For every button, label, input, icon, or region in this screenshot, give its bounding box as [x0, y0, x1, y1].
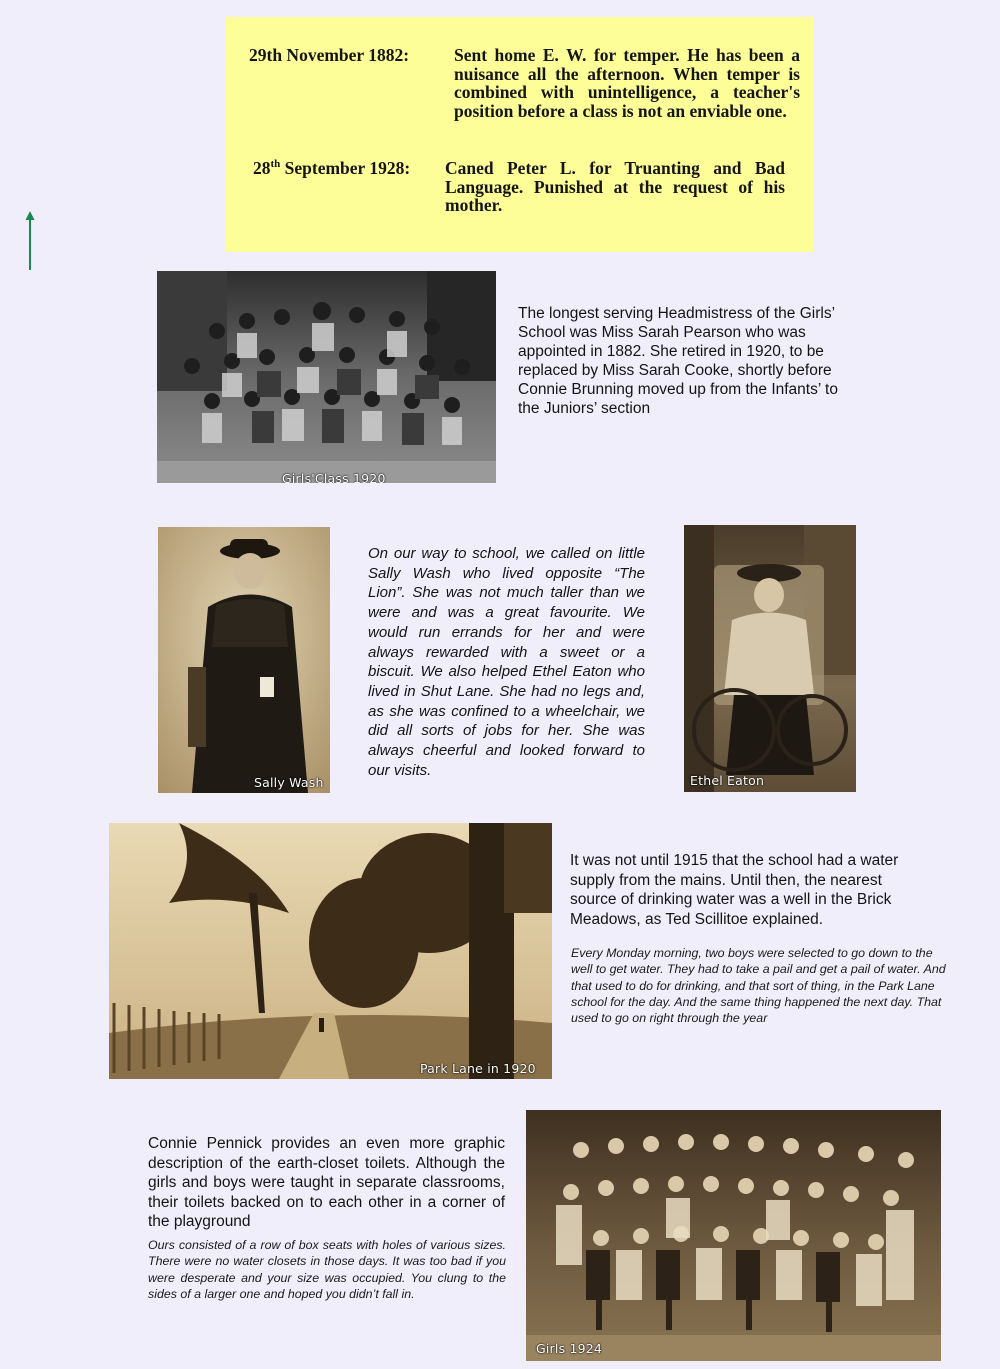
log-date-day: 28 — [253, 158, 271, 178]
water-supply-paragraph: It was not until 1915 that the school had a water supply from the mains. Until then, the nearest source of drinking water was a well in the Brick Meadows, as Ted Scillitoe explained. — [570, 852, 899, 928]
log-entry-text: Sent home E. W. for temper. He has been a nuisance all the afternoon. When temper is combined with unintelligence, a teacher's position before a class is not an enviable one. — [454, 45, 800, 121]
toilets-paragraph: Connie Pennick provides an even more graphic description of the earth-closet toilets. Although the girls and boys were taught in separate classrooms, their toilets backed on to each other in a corner of the playground — [148, 1135, 505, 1230]
log-entry-text: Caned Peter L. for Truanting and Bad Language. Punished at the request of his mother. — [445, 158, 785, 215]
photo-sally-wash — [158, 527, 330, 793]
log-entry-date — [253, 159, 410, 178]
water-supply-quote: Every Monday morning, two boys were selected to go down to the well to get water. They had to take a pail and get a pail of water. And that used to do for drinking, and that sort of thing, in the Park Lane school for the day. And the same thing happened the next day. That used to go on right through the year — [571, 946, 946, 1026]
log-entry-date: 29th November 1882: — [249, 45, 410, 65]
log-date-suffix: th — [270, 158, 281, 171]
photo-caption: Girls'Class 1920 — [282, 471, 386, 483]
photo-ethel-eaton — [684, 525, 856, 792]
up-arrow-icon[interactable] — [22, 210, 38, 272]
photo-caption: Sally Wash — [254, 775, 324, 790]
photo-caption: Park Lane in 1920 — [420, 1061, 536, 1076]
photo-girls-1924 — [526, 1110, 941, 1361]
photo-girls-class-1920 — [157, 271, 496, 483]
log-date-rest: September 1928: — [280, 158, 411, 178]
photo-caption: Girls 1924 — [536, 1341, 603, 1356]
photo-caption: Ethel Eaton — [690, 773, 765, 788]
photo-park-lane-1920 — [109, 823, 552, 1079]
toilets-quote: Ours consisted of a row of box seats with holes of various sizes. There were no water closets in those days. It was too bad if you were desperate and your size was occupied. You clung to the sides of a larger one and hoped you didn’t fall in. — [148, 1238, 506, 1301]
headmistress-paragraph: The longest serving Headmistress of the Girls’ School was Miss Sarah Pearson who was appointed in 1882. She retired in 1920, to be replaced by Miss Sarah Cooke, shortly before Connie Brunning moved up from the Infants’ to the Juniors’ section — [518, 305, 838, 417]
log-book-extract — [225, 17, 813, 252]
sally-wash-memory-paragraph: On our way to school, we called on little Sally Wash who lived opposite “The Lion”. She was not much taller than we were and was a great favourite. We would run errands for her and were always rewarded with a sweet or a biscuit. We also helped Ethel Eaton who lived in Shut Lane. She had no legs and, as she was confined to a wheelchair, we did all sorts of jobs for her. She was always cheerful and looked forward to our visits. — [368, 545, 645, 779]
